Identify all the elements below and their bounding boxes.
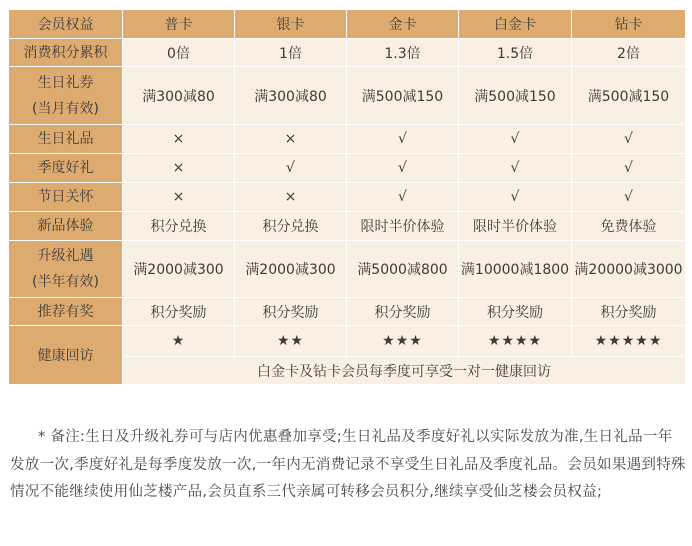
row-label-line: (半年有效) <box>32 274 99 290</box>
table-cell: 满10000减1800 <box>459 241 572 298</box>
table-cell: 积分兑换 <box>123 212 235 241</box>
row-label-line: 消费积分累积 <box>23 44 108 61</box>
table-cell: √ <box>572 125 686 154</box>
table-cell: 积分奖励 <box>347 298 459 326</box>
table-row <box>9 67 686 125</box>
table-cell: 限时半价体验 <box>347 212 459 241</box>
table-row <box>9 241 686 298</box>
table-cell: 满500减150 <box>459 67 572 125</box>
footnote: * 备注:生日及升级礼券可与店内优惠叠加享受;生日礼品及季度好礼以实际发放为准,生日礼品一年发放一次,季度好礼是每季度发放一次,一年内无消费记录不享受生日礼品及季度礼品。会员如果遇到特殊情况不能继续使用仙芝楼产品,会员直系三代亲属可转移会员积分,继续享受仙芝楼会员权益; <box>10 429 686 500</box>
row-label-line: (当月有效) <box>32 100 99 117</box>
table-cell: 满2000减300 <box>235 241 347 298</box>
table-cell: √ <box>347 125 459 154</box>
table-cell: √ <box>459 183 572 212</box>
table-cell: 积分奖励 <box>572 298 686 326</box>
row-label-line: 节日关怀 <box>37 189 94 205</box>
table-cell: 积分奖励 <box>235 298 347 326</box>
col-header: 普卡 <box>123 10 235 39</box>
row-label-line: 升级礼遇 <box>37 248 94 264</box>
table-cell: 满500减150 <box>572 67 686 125</box>
table-cell: 满300减80 <box>123 67 235 125</box>
row-label <box>9 212 123 241</box>
star-rating: ★★★ <box>347 326 459 357</box>
star-rating: ★★★★ <box>459 326 572 357</box>
col-header: 会员权益 <box>9 10 123 39</box>
table-cell: 满20000减3000 <box>572 241 686 298</box>
table-row-health <box>9 326 686 357</box>
row-label-line: 季度好礼 <box>37 160 94 176</box>
col-header: 银卡 <box>235 10 347 39</box>
benefits-table <box>8 9 686 385</box>
row-label <box>9 125 123 154</box>
star-rating: ★★ <box>235 326 347 357</box>
table-cell: × <box>123 154 235 183</box>
table-cell: × <box>235 125 347 154</box>
table-cell: √ <box>459 125 572 154</box>
table-cell: × <box>235 183 347 212</box>
table-cell: 积分奖励 <box>123 298 235 326</box>
table-cell: 积分奖励 <box>459 298 572 326</box>
table-cell: 免费体验 <box>572 212 686 241</box>
col-header: 钻卡 <box>572 10 686 39</box>
row-label-line: 生日礼品 <box>37 131 94 147</box>
header-row <box>9 10 686 39</box>
table-cell: 满5000减800 <box>347 241 459 298</box>
table-cell: × <box>123 125 235 154</box>
star-rating: ★★★★★ <box>572 326 686 357</box>
row-label <box>9 154 123 183</box>
col-header: 白金卡 <box>459 10 572 39</box>
row-label-line: 推荐有奖 <box>37 303 94 320</box>
star-rating: ★ <box>123 326 235 357</box>
table-cell: 满300减80 <box>235 67 347 125</box>
table-row <box>9 125 686 154</box>
table-cell: √ <box>459 154 572 183</box>
health-note: 白金卡及钻卡会员每季度可享受一对一健康回访 <box>123 357 686 385</box>
table-row <box>9 39 686 67</box>
table-cell: √ <box>572 183 686 212</box>
table-cell: 1.5倍 <box>459 39 572 67</box>
row-label <box>9 67 123 125</box>
table-row <box>9 298 686 326</box>
row-label-line: 生日礼券 <box>37 74 94 91</box>
table-cell: √ <box>347 154 459 183</box>
row-label-line: 新品体验 <box>37 218 94 234</box>
col-header: 金卡 <box>347 10 459 39</box>
table-cell: √ <box>235 154 347 183</box>
table-cell: √ <box>347 183 459 212</box>
table-cell: 满500减150 <box>347 67 459 125</box>
row-label: 健康回访 <box>9 326 123 385</box>
row-label <box>9 298 123 326</box>
row-label <box>9 183 123 212</box>
table-cell: 1.3倍 <box>347 39 459 67</box>
table-cell: 2倍 <box>572 39 686 67</box>
table-row <box>9 212 686 241</box>
table-cell: 积分兑换 <box>235 212 347 241</box>
row-label <box>9 241 123 298</box>
table-cell: 1倍 <box>235 39 347 67</box>
table-row <box>9 183 686 212</box>
table-cell: × <box>123 183 235 212</box>
row-label <box>9 39 123 67</box>
table-cell: √ <box>572 154 686 183</box>
table-cell: 限时半价体验 <box>459 212 572 241</box>
table-cell: 0倍 <box>123 39 235 67</box>
table-cell: 满2000减300 <box>123 241 235 298</box>
table-row <box>9 154 686 183</box>
